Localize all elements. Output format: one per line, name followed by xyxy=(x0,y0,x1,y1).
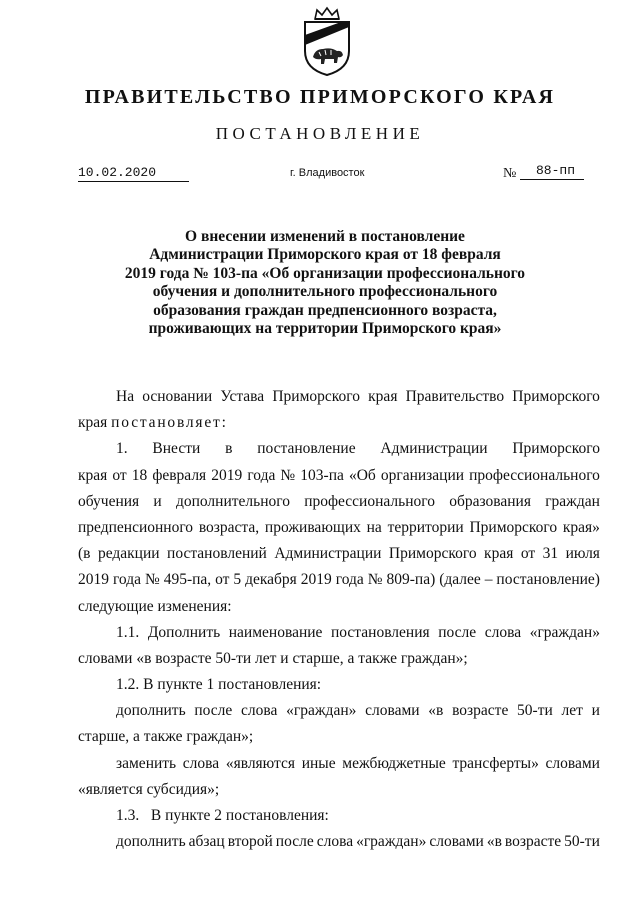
word: постановление xyxy=(257,440,356,458)
text-fragment: следующие изменения: xyxy=(78,597,232,615)
word: края xyxy=(368,388,398,405)
word: 2019 xyxy=(78,571,109,589)
word: «граждан» xyxy=(356,833,427,851)
word: дополнительного xyxy=(175,492,290,510)
word: образования xyxy=(449,492,531,510)
text-fragment: «является субсидия»; xyxy=(78,780,220,798)
word: 1.1. xyxy=(116,623,140,641)
word: абзац xyxy=(188,833,225,851)
word: края xyxy=(484,545,514,563)
word: от xyxy=(215,571,230,589)
body-line xyxy=(78,698,600,724)
word: На xyxy=(116,388,135,405)
word: предпенсионного xyxy=(78,518,194,536)
word: в xyxy=(225,440,233,458)
word: обучения xyxy=(78,492,140,510)
word: дополнить xyxy=(116,702,186,720)
word: (в xyxy=(78,545,91,563)
word: «граждан» xyxy=(529,623,600,641)
word: заменить xyxy=(116,754,177,772)
word: года xyxy=(247,466,276,484)
word: «в xyxy=(486,833,502,851)
heading-line: образования граждан предпенсионного возраста, xyxy=(153,301,497,319)
word: июля xyxy=(565,545,600,563)
body-line xyxy=(78,751,600,777)
word: Приморского xyxy=(272,388,360,405)
word: иные xyxy=(301,754,336,772)
word: редакции xyxy=(97,545,160,563)
word: наименование xyxy=(228,623,323,641)
word: словами xyxy=(545,754,600,772)
word: Приморского xyxy=(469,518,558,536)
document-city: г. Владивосток xyxy=(290,167,365,179)
heading-line: О внесении изменений в постановление xyxy=(185,228,465,245)
body-line xyxy=(78,541,600,567)
word: после xyxy=(438,623,477,641)
document-date: 10.02.2020 xyxy=(78,165,157,180)
number-sign: № xyxy=(503,166,517,181)
text-fragment: 1.2. В пункте 1 постановления: xyxy=(116,676,322,694)
word: Внести xyxy=(152,440,201,458)
word: словами xyxy=(365,702,420,720)
word: слова xyxy=(241,702,278,720)
word: 18 xyxy=(131,466,148,484)
word: от xyxy=(112,466,127,484)
body-line xyxy=(78,646,600,672)
body-line xyxy=(78,829,600,855)
word: «Об xyxy=(348,466,376,484)
text-fragment: края xyxy=(78,414,112,432)
word: профессионального xyxy=(469,466,600,484)
word: проживающих xyxy=(264,518,361,536)
word: Устава xyxy=(220,388,265,405)
heading-line: 2019 года № 103-па «Об организации профессионального xyxy=(124,264,526,282)
word: после xyxy=(194,702,233,720)
word: Администрации xyxy=(274,545,382,563)
heading-line: проживающих на территории Приморского края» xyxy=(148,320,502,338)
word: возрасте xyxy=(504,833,562,851)
word: Администрации xyxy=(380,440,488,458)
word: 5 xyxy=(233,571,242,589)
government-name: ПРАВИТЕЛЬСТВО ПРИМОРСКОГО КРАЯ xyxy=(84,86,556,108)
word: после xyxy=(275,833,314,851)
text-fragment: старше, а также граждан»; xyxy=(78,728,254,746)
word: февраля xyxy=(152,466,207,484)
word: (далее xyxy=(439,571,481,589)
document-type: ПОСТАНОВЛЕНИЕ xyxy=(215,124,425,143)
word: Приморского xyxy=(512,440,600,458)
body-line xyxy=(78,567,600,593)
word: территории xyxy=(387,518,464,536)
body-line xyxy=(78,672,600,698)
body-line xyxy=(78,620,600,646)
word: декабря xyxy=(245,571,297,589)
word: – xyxy=(484,571,493,589)
word: края» xyxy=(562,518,600,536)
word: 809-па) xyxy=(386,571,436,589)
word: лет xyxy=(561,702,583,720)
word: № xyxy=(367,571,383,589)
word: основании xyxy=(142,388,213,405)
word: 2019 xyxy=(300,571,332,589)
word: 495-па, xyxy=(163,571,212,589)
heading-line: обучения и дополнительного профессионального xyxy=(152,283,498,301)
word: «являются xyxy=(225,754,296,772)
word: края xyxy=(78,466,108,484)
document-number: 88-пп xyxy=(536,163,576,178)
text-fragment: 1.3. В пункте 2 постановления: xyxy=(116,807,329,824)
word: на xyxy=(366,518,382,536)
body-line xyxy=(78,724,600,750)
word: № xyxy=(280,466,296,484)
body-line xyxy=(78,777,600,803)
emphasized-word: постановляет: xyxy=(111,414,228,432)
word: постановления xyxy=(331,623,430,641)
word: Приморского xyxy=(512,388,600,405)
word: организации xyxy=(380,466,465,484)
word: постановлений xyxy=(167,545,267,563)
word: 50-ти xyxy=(517,702,553,720)
word: года xyxy=(335,571,364,589)
word: от xyxy=(520,545,536,563)
text-fragment: словами «в возрасте 50-ти лет и старше, а также граждан»; xyxy=(78,649,468,667)
word: и xyxy=(591,702,600,720)
word: 50-ти xyxy=(564,833,600,851)
word: профессионального xyxy=(304,492,435,510)
body-line xyxy=(78,594,600,620)
word: слова xyxy=(484,623,522,641)
document-body xyxy=(78,384,600,855)
word: слова xyxy=(316,833,354,851)
primorsky-krai-coat-of-arms-icon xyxy=(297,5,357,77)
body-line xyxy=(78,803,600,829)
word: возраста, xyxy=(198,518,260,536)
date-underline xyxy=(78,181,189,182)
word: и xyxy=(153,492,162,510)
document-heading xyxy=(80,228,570,338)
word: Приморского xyxy=(388,545,477,563)
word: возрасте xyxy=(452,702,509,720)
word: дополнить xyxy=(116,833,186,851)
word: 103-па xyxy=(300,466,344,484)
word: межбюджетные xyxy=(342,754,446,772)
word: года xyxy=(112,571,141,589)
word: слова xyxy=(182,754,220,772)
word: Дополнить xyxy=(147,623,221,641)
word: 2019 xyxy=(211,466,243,484)
word: 31 xyxy=(542,545,559,563)
heading-line: Администрации Приморского края от 18 февраля xyxy=(149,246,501,264)
body-line xyxy=(78,384,600,410)
body-line xyxy=(78,410,600,436)
word: граждан xyxy=(545,492,600,510)
body-line xyxy=(78,436,600,462)
number-underline xyxy=(520,179,584,180)
word: трансферты» xyxy=(452,754,539,772)
body-line xyxy=(78,489,600,515)
word: постановление) xyxy=(496,571,600,589)
body-line xyxy=(78,463,600,489)
word: «в xyxy=(428,702,444,720)
word: второй xyxy=(227,833,273,851)
word: № xyxy=(144,571,160,589)
word: словами xyxy=(429,833,484,851)
word: 1. xyxy=(116,440,128,458)
word: «граждан» xyxy=(286,702,357,720)
body-line xyxy=(78,515,600,541)
word: Правительство xyxy=(405,388,505,405)
